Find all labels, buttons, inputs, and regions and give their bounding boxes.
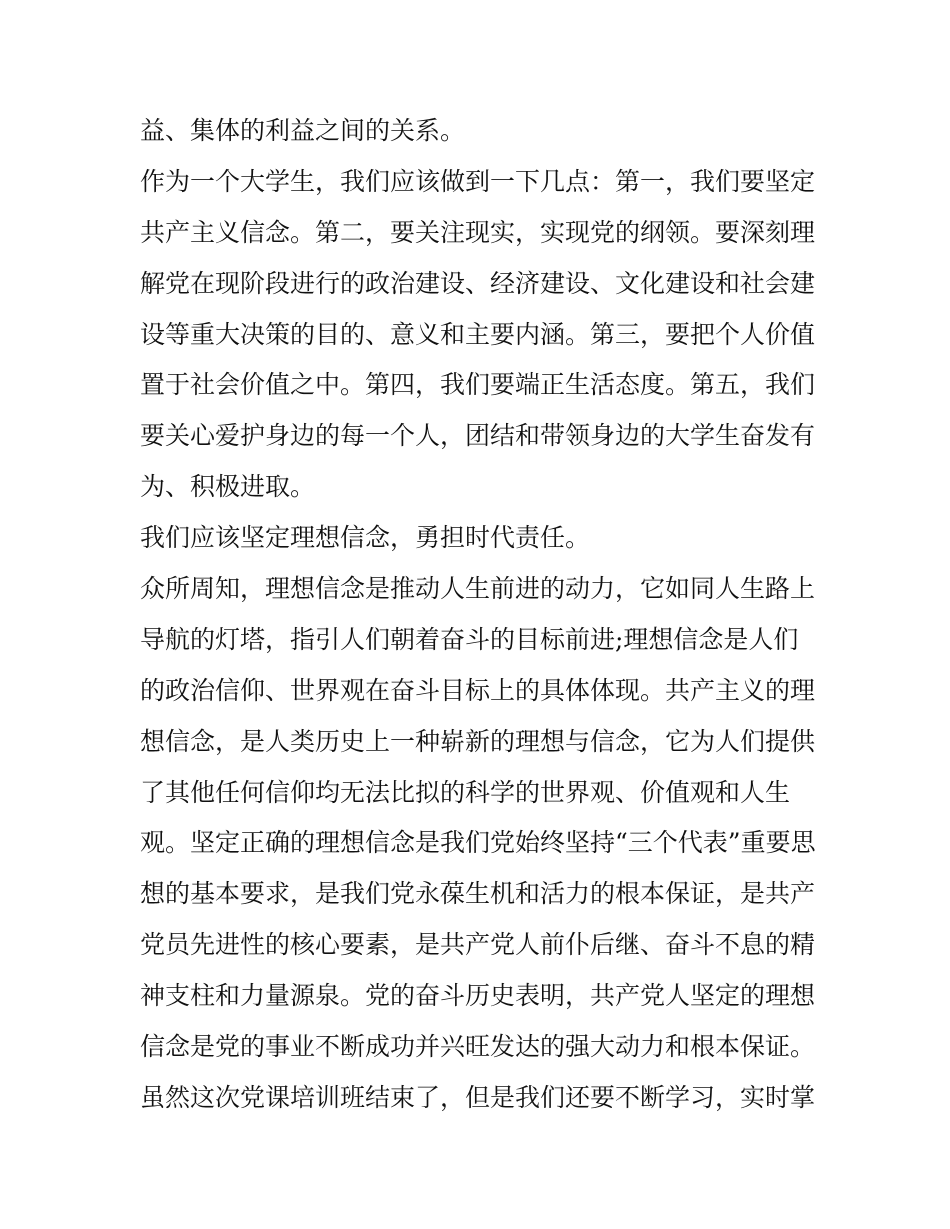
text-line: 导航的灯塔，指引人们朝着奋斗的目标前进;理想信念是人们 [140, 624, 799, 654]
text-line: 想的基本要求，是我们党永葆生机和活力的根本保证，是共产 [140, 879, 816, 909]
text-line: 想信念，是人类历史上一种崭新的理想与信念，它为人们提供 [140, 726, 816, 756]
text-line: 观。坚定正确的理想信念是我们党始终坚持“三个代表”重要思 [140, 828, 816, 858]
text-line: 党员先进性的核心要素，是共产党人前仆后继、奋斗不息的精 [140, 930, 816, 960]
text-line: 益、集体的利益之间的关系。 [140, 116, 466, 145]
text-line: 的政治信仰、世界观在奋斗目标上的具体体现。共产主义的理 [140, 675, 816, 705]
text-line: 虽然这次党课培训班结束了，但是我们还要不断学习，实时掌 [140, 1082, 816, 1112]
body-text [140, 106, 820, 1124]
text-line: 解党在现阶段进行的政治建设、经济建设、文化建设和社会建 [140, 268, 816, 298]
text-line: 信念是党的事业不断成功并兴旺发达的强大动力和根本保证。 [140, 1032, 816, 1062]
text-line: 置于社会价值之中。第四，我们要端正生活态度。第五，我们 [140, 370, 816, 400]
text-line: 众所周知，理想信念是推动人生前进的动力，它如同人生路上 [140, 574, 816, 604]
text-line: 神支柱和力量源泉。党的奋斗历史表明，共产党人坚定的理想 [140, 981, 816, 1011]
text-line: 作为一个大学生，我们应该做到一下几点：第一，我们要坚定 [140, 166, 816, 196]
text-line: 为、积极进取。 [140, 472, 316, 502]
text-line: 我们应该坚定理想信念，勇担时代责任。 [140, 523, 591, 553]
text-line: 要关心爱护身边的每一个人，团结和带领身边的大学生奋发有 [140, 421, 816, 451]
text-line: 共产主义信念。第二，要关注现实，实现党的纲领。要深刻理 [140, 217, 816, 247]
text-line: 了其他任何信仰均无法比拟的科学的世界观、价值观和人生 [140, 777, 791, 807]
text-line: 设等重大决策的目的、意义和主要内涵。第三，要把个人价值 [140, 319, 816, 349]
